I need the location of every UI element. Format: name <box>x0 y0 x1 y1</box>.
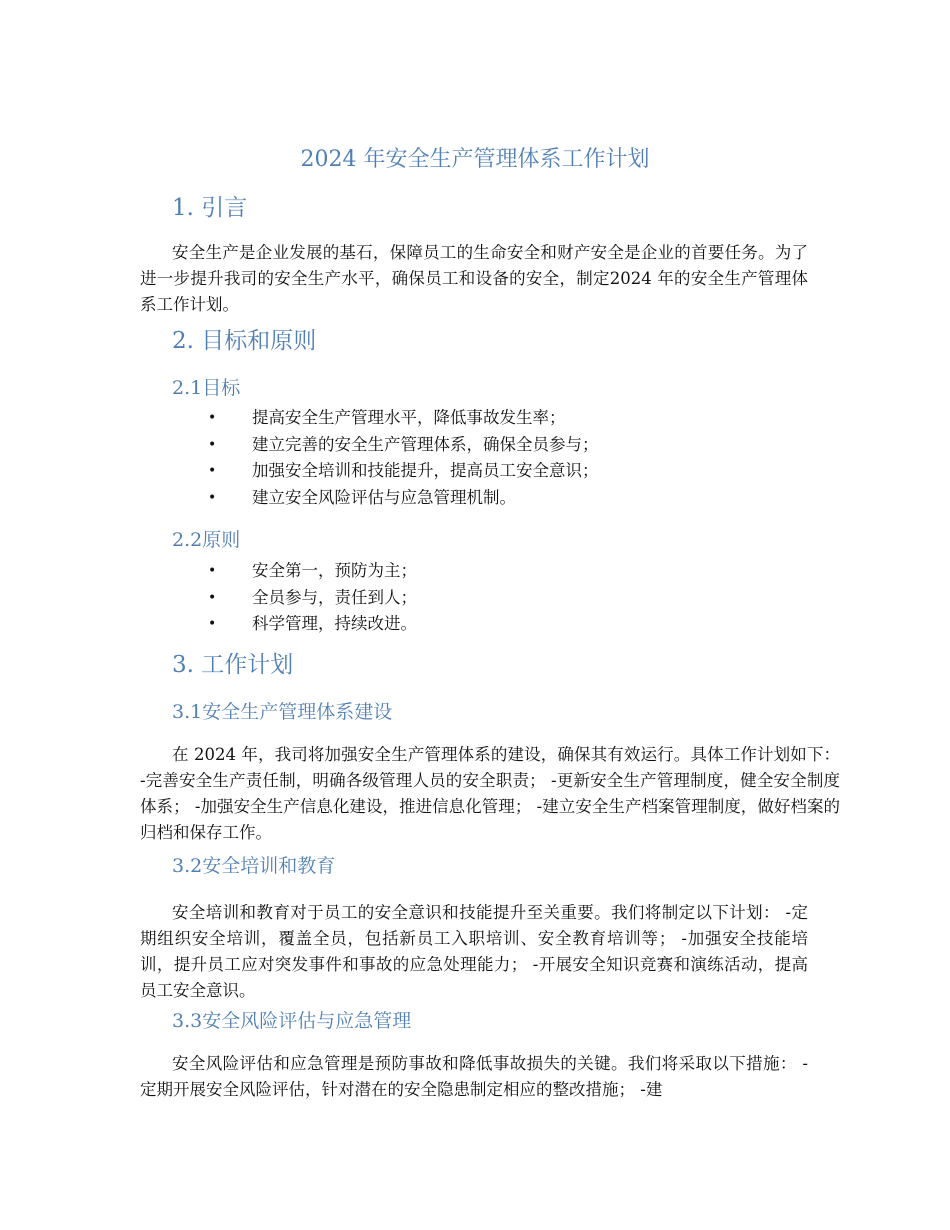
bullet-icon: • <box>208 616 217 632</box>
list-item: • 安全第一，预防为主； <box>0 558 417 585</box>
bullet-icon: • <box>208 410 217 426</box>
subsection-heading-training: 3.2安全培训和教育 <box>172 855 336 877</box>
goals-list <box>0 405 599 511</box>
principles-list <box>0 558 417 638</box>
risk-paragraph: 安全风险评估和应急管理是预防事故和降低事故损失的关键。我们将采取以下措施： -定期开展安全风险评估，针对潜在的安全隐患制定相应的整改措施； -建 <box>140 1054 808 1099</box>
training-paragraph: 安全培训和教育对于员工的安全意识和技能提升至关重要。我们将制定以下计划： -定期组织安全培训，覆盖全员，包括新员工入职培训、安全教育培训等； -加强安全技能培训，提升员工应对突发事件和事故的应急处理能力； -开展安全知识竞赛和演练活动，提高员工安全意识。 <box>140 903 808 1000</box>
bullet-icon: • <box>208 436 217 453</box>
subsection-heading-goals: 2.1目标 <box>172 377 241 399</box>
document-title: 2024 年安全生产管理体系工作计划 <box>300 147 650 172</box>
list-item: • 提高安全生产管理水平，降低事故发生率； <box>0 405 599 432</box>
list-item: • 建立安全风险评估与应急管理机制。 <box>0 485 599 512</box>
subsection-heading-principles: 2.2原则 <box>172 529 241 551</box>
intro-paragraph: 安全生产是企业发展的基石，保障员工的生命安全和财产安全是企业的首要任务。为了进一步提升我司的安全生产水平，确保员工和设备的安全，制定2024 年的安全生产管理体系工作计划。 <box>140 243 808 314</box>
list-item: • 建立完善的安全生产管理体系，确保全员参与； <box>0 432 599 459</box>
subsection-heading-system: 3.1安全生产管理体系建设 <box>172 701 393 723</box>
section-heading-plan: 3. 工作计划 <box>172 652 294 678</box>
bullet-icon: • <box>208 563 217 579</box>
system-paragraph: 在 2024 年，我司将加强安全生产管理体系的建设，确保其有效运行。具体工作计划如下： -完善安全生产责任制，明确各级管理人员的安全职责； -更新安全生产管理制度，健全安全制度体系； -加强安全生产信息化建设，推进信息化管理； -建立安全生产档案管理制度，做好档案的归档和保存工作。 <box>140 745 840 842</box>
section-heading-goals: 2. 目标和原则 <box>172 328 317 354</box>
bullet-icon: • <box>208 589 217 606</box>
bullet-icon: • <box>208 489 217 506</box>
list-item: • 加强安全培训和技能提升，提高员工安全意识； <box>0 458 599 485</box>
list-item: • 科学管理，持续改进。 <box>0 611 417 638</box>
subsection-heading-risk: 3.3安全风险评估与应急管理 <box>172 1010 412 1032</box>
section-heading-intro: 1. 引言 <box>172 195 248 221</box>
list-item: • 全员参与，责任到人； <box>0 585 417 612</box>
bullet-icon: • <box>208 463 217 479</box>
